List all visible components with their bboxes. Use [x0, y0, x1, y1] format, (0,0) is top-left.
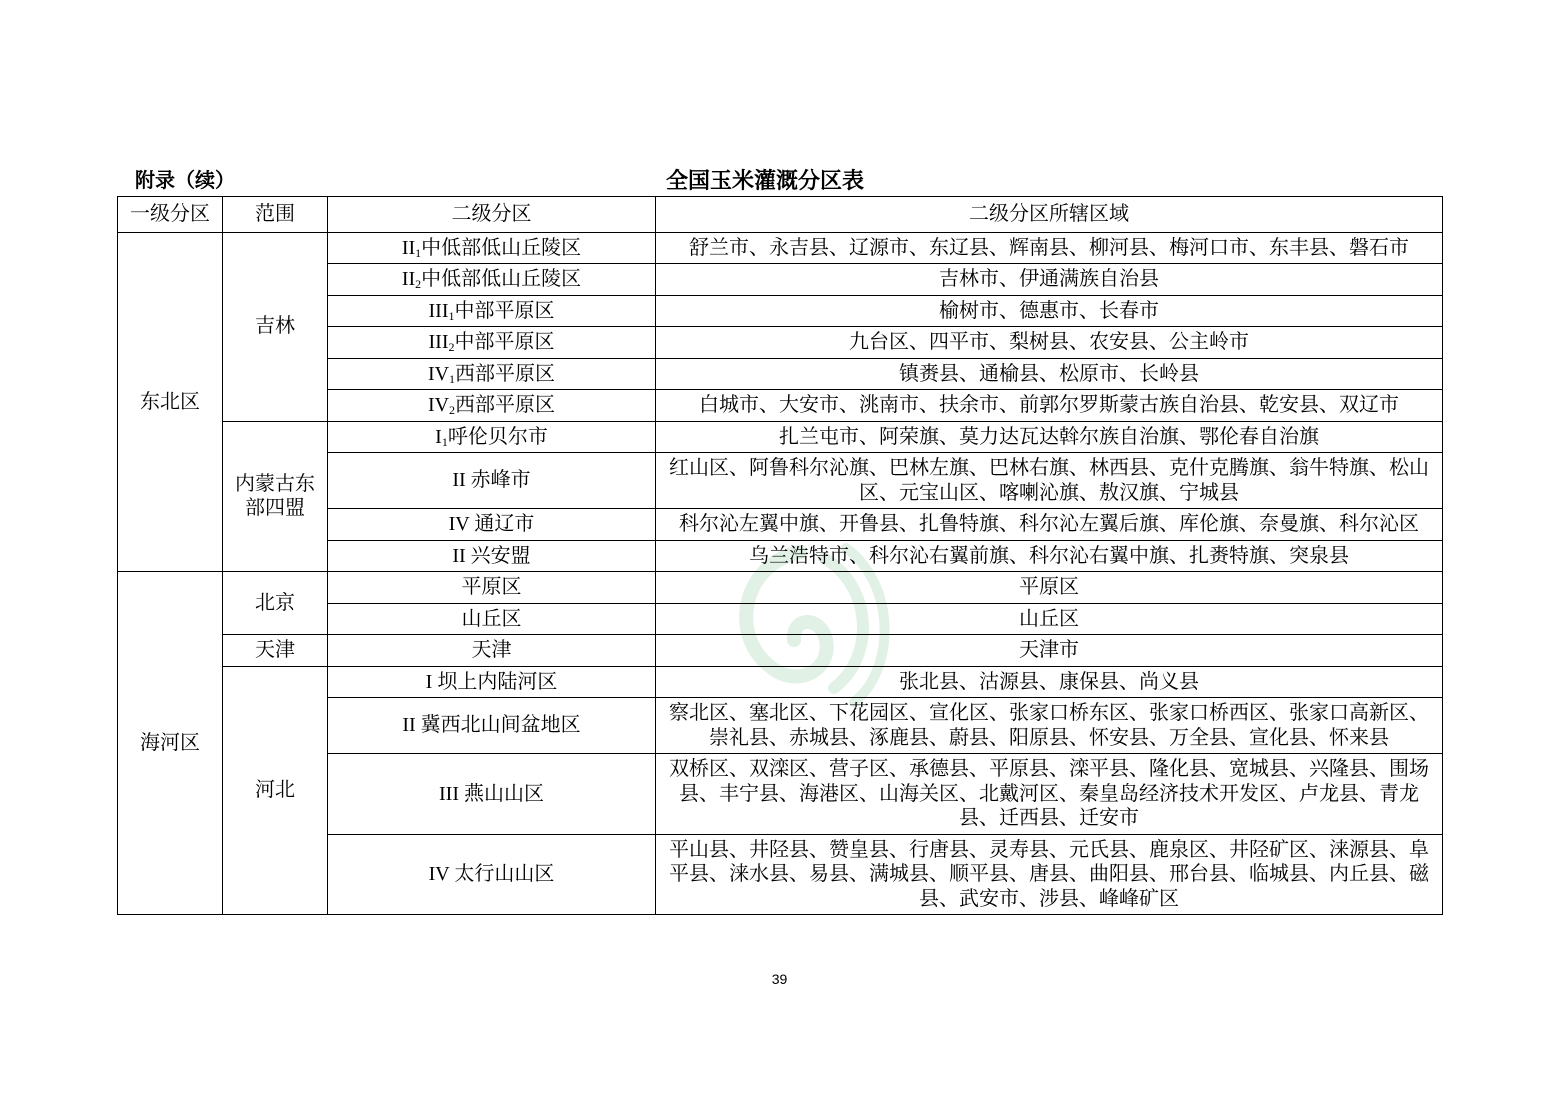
jurisdiction-areas-cell: 山丘区 — [656, 603, 1443, 635]
jurisdiction-areas-cell: 白城市、大安市、洮南市、扶余市、前郭尔罗斯蒙古族自治县、乾安县、双辽市 — [656, 390, 1443, 422]
zone-name: 中部平原区 — [454, 299, 555, 322]
zone-code: I — [425, 670, 433, 693]
scope-name: 吉林 — [255, 315, 295, 338]
zone-code-subscript: 2 — [449, 403, 456, 417]
zone-name: 山丘区 — [461, 607, 522, 630]
jurisdiction-areas-cell: 九台区、四平市、梨树县、农安县、公主岭市 — [656, 327, 1443, 359]
jurisdiction-areas-cell: 镇赉县、通榆县、松原市、长岭县 — [656, 358, 1443, 390]
jurisdiction-areas-cell: 吉林市、伊通满族自治县 — [656, 264, 1443, 296]
table-row — [118, 421, 1443, 453]
zone-name: 赤峰市 — [470, 469, 531, 492]
jurisdiction-areas-cell: 张北县、沽源县、康保县、尚义县 — [656, 666, 1443, 698]
level2-zone-cell — [328, 421, 656, 453]
scope-name: 北京 — [255, 591, 295, 614]
zone-name: 中部平原区 — [454, 331, 555, 353]
level2-zone-cell — [328, 698, 656, 754]
level2-zone-cell — [328, 327, 656, 359]
jurisdiction-areas-cell: 平原区 — [656, 572, 1443, 604]
zone-name: 坝上内陆河区 — [437, 670, 558, 693]
zone-name: 兴安盟 — [470, 544, 531, 567]
table-header-row — [118, 197, 1443, 233]
level2-zone-cell — [328, 666, 656, 698]
scope-name: 天津 — [255, 639, 295, 661]
scope-cell — [223, 572, 328, 635]
scope-name: 内蒙古东部四盟 — [235, 472, 315, 520]
zone-code: IV — [427, 394, 450, 416]
level2-zone-cell — [328, 834, 656, 915]
jurisdiction-areas-cell: 双桥区、双滦区、营子区、承德县、平原县、滦平县、隆化县、宽城县、兴隆县、围场县、丰宁县、海港区、山海关区、北戴河区、秦皇岛经济技术开发区、卢龙县、青龙县、迁西县、迁安市 — [656, 754, 1443, 835]
zone-name: 太行山山区 — [454, 863, 555, 885]
level2-zone-cell — [328, 453, 656, 509]
zone-name: 中低部低山丘陵区 — [421, 236, 582, 259]
table-body — [118, 232, 1443, 915]
column-header-level2-zone: 二级分区 — [328, 197, 656, 233]
zone-code: III — [439, 782, 459, 805]
jurisdiction-areas-cell: 平山县、井陉县、赞皇县、行唐县、灵寿县、元氏县、鹿泉区、井陉矿区、涞源县、阜平县、涞水县、易县、满城县、顺平县、唐县、曲阳县、邢台县、临城县、内丘县、磁县、武安市、涉县、峰峰矿区 — [656, 834, 1443, 915]
jurisdiction-areas-cell: 扎兰屯市、阿荣旗、莫力达瓦达斡尔族自治旗、鄂伦春自治旗 — [656, 421, 1443, 453]
scope-name: 河北 — [255, 779, 295, 801]
level2-zone-cell — [328, 264, 656, 296]
zone-code: III — [428, 331, 449, 353]
zone-code: II — [452, 544, 466, 567]
zone-code: IV — [427, 362, 450, 385]
zone-name: 西部平原区 — [455, 394, 556, 416]
level1-zone-cell: 东北区 — [118, 232, 223, 572]
irrigation-zoning-table — [117, 196, 1443, 915]
jurisdiction-areas-cell: 察北区、塞北区、下花园区、宣化区、张家口桥东区、张家口桥西区、张家口高新区、崇礼县、赤城县、涿鹿县、蔚县、阳原县、怀安县、万全县、宣化县、怀来县 — [656, 698, 1443, 754]
level2-zone-cell — [328, 540, 656, 572]
zone-name: 中低部低山丘陵区 — [421, 268, 582, 290]
level2-zone-cell — [328, 390, 656, 422]
scope-cell — [223, 635, 328, 667]
zone-code: IV — [448, 513, 470, 535]
zone-name: 燕山山区 — [463, 782, 544, 805]
level2-zone-cell — [328, 603, 656, 635]
zone-name: 通辽市 — [474, 513, 535, 535]
jurisdiction-areas-cell: 天津市 — [656, 635, 1443, 667]
scope-cell — [223, 421, 328, 572]
zone-code-subscript: 1 — [449, 371, 456, 386]
level2-zone-cell — [328, 295, 656, 327]
jurisdiction-areas-cell: 乌兰浩特市、科尔沁右翼前旗、科尔沁右翼中旗、扎赉特旗、突泉县 — [656, 540, 1443, 572]
zone-code: I — [435, 425, 442, 448]
scope-cell — [223, 232, 328, 421]
table-row — [118, 232, 1443, 264]
zone-name: 冀西北山间盆地区 — [420, 714, 581, 737]
zone-code-subscript: 1 — [448, 308, 455, 323]
level2-zone-cell — [328, 232, 656, 264]
level2-zone-cell — [328, 572, 656, 604]
appendix-label: 附录（续） — [135, 170, 235, 192]
table-row — [118, 666, 1443, 698]
zone-code: II — [402, 714, 416, 737]
scope-cell — [223, 666, 328, 915]
table-row — [118, 635, 1443, 667]
zone-name: 天津 — [471, 639, 512, 661]
level2-zone-cell — [328, 754, 656, 835]
zone-code-subscript: 1 — [441, 434, 448, 449]
jurisdiction-areas-cell: 科尔沁左翼中旗、开鲁县、扎鲁特旗、科尔沁左翼后旗、库伦旗、奈曼旗、科尔沁区 — [656, 509, 1443, 541]
level2-zone-cell — [328, 358, 656, 390]
zone-code: II — [401, 236, 416, 259]
zone-name: 呼伦贝尔市 — [447, 425, 548, 448]
jurisdiction-areas-cell: 榆树市、德惠市、长春市 — [656, 295, 1443, 327]
table-title: 全国玉米灌溉分区表 — [666, 168, 865, 193]
zone-code-subscript: 2 — [448, 340, 455, 354]
zone-code: II — [452, 469, 466, 492]
zone-name: 西部平原区 — [455, 362, 556, 385]
jurisdiction-areas-cell: 红山区、阿鲁科尔沁旗、巴林左旗、巴林右旗、林西县、克什克腾旗、翁牛特旗、松山区、元宝山区、喀喇沁旗、敖汉旗、宁城县 — [656, 453, 1443, 509]
column-header-scope: 范围 — [223, 197, 328, 233]
zone-name: 平原区 — [461, 576, 522, 598]
zone-code-subscript: 1 — [415, 245, 422, 260]
zone-code: III — [428, 299, 449, 322]
column-header-level1-zone: 一级分区 — [118, 197, 223, 233]
level2-zone-cell — [328, 509, 656, 541]
zone-code: II — [401, 268, 416, 290]
zone-code: IV — [428, 863, 450, 885]
page-number: 39 — [771, 971, 788, 987]
level2-zone-cell — [328, 635, 656, 667]
column-header-jurisdiction-areas: 二级分区所辖区域 — [656, 197, 1443, 233]
zone-code-subscript: 2 — [415, 277, 422, 291]
table-row — [118, 572, 1443, 604]
level1-zone-cell: 海河区 — [118, 572, 223, 915]
jurisdiction-areas-cell: 舒兰市、永吉县、辽源市、东辽县、辉南县、柳河县、梅河口市、东丰县、磐石市 — [656, 232, 1443, 264]
